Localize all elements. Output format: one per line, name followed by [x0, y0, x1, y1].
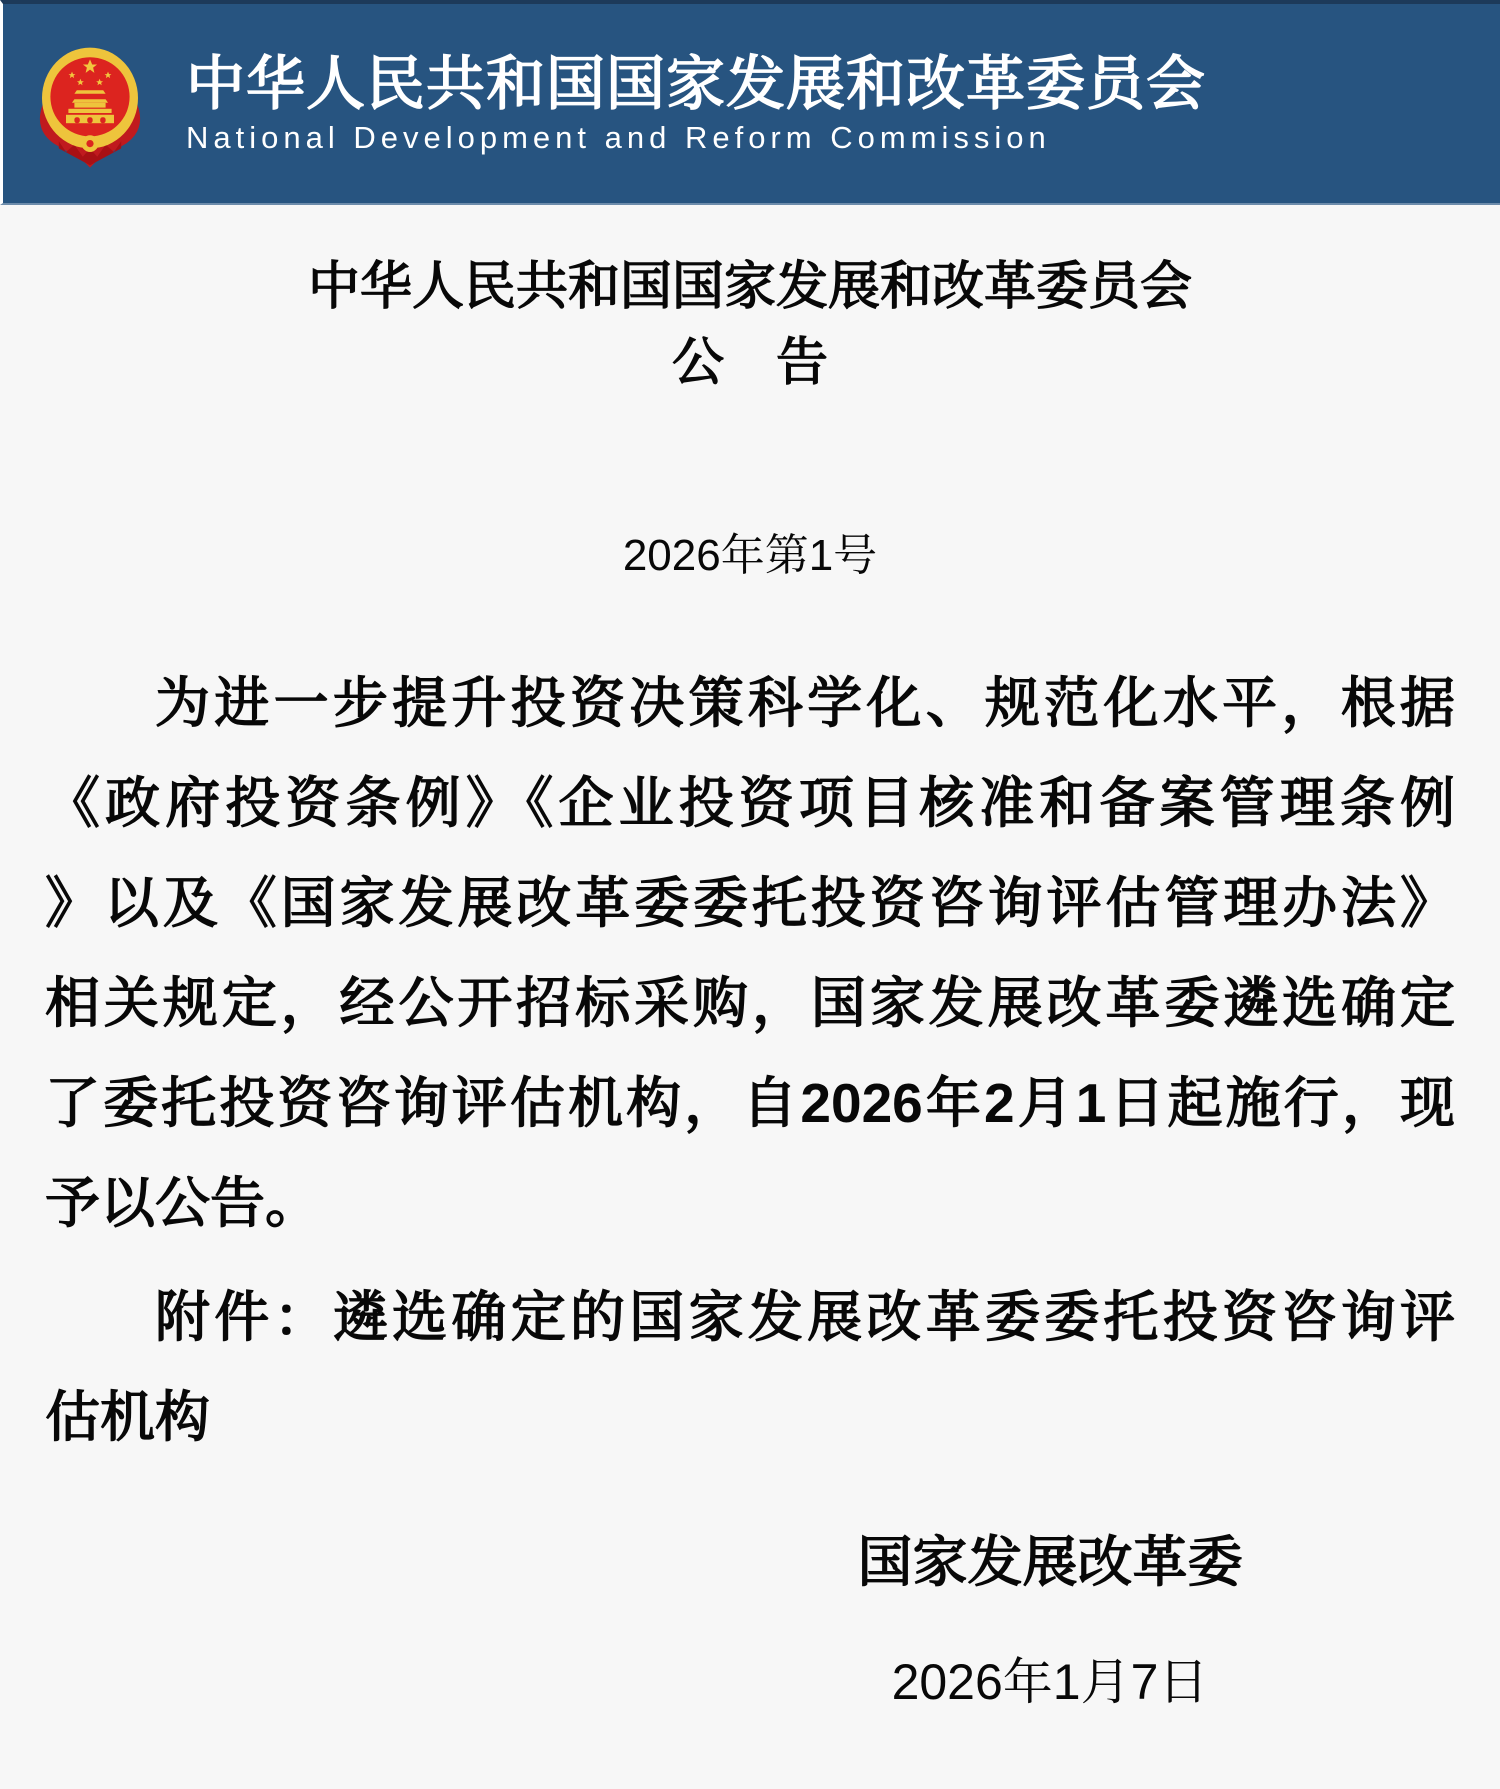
paragraph-line: 为进一步提升投资决策科学化、规范化水平，根据: [155, 672, 1455, 734]
attachment-paragraph: [45, 1267, 1455, 1467]
banner-text-block: [186, 51, 1206, 155]
paragraph-line: 附件：遴选确定的国家发展改革委委托投资咨询评: [155, 1286, 1455, 1348]
paragraph-line: 》以及《国家发展改革委委托投资咨询评估管理办法》: [45, 872, 1455, 934]
header-banner: [0, 0, 1500, 205]
issue-number: 2026年第1号: [622, 531, 878, 580]
paragraph-line: 予以公告。: [45, 1172, 321, 1234]
banner-title-english: National Development and Reform Commission: [186, 119, 1051, 155]
paragraph-line: 估机构: [45, 1386, 211, 1448]
document-title-line1: 中华人民共和国国家发展和改革委员会: [307, 258, 1192, 316]
announcement-document: [0, 249, 1500, 1717]
issue-date: 2026年1月7日: [891, 1654, 1209, 1710]
issuing-authority: 国家发展改革委: [857, 1531, 1243, 1593]
document-title-line2: 公 告: [671, 334, 828, 392]
body-paragraph-1: [45, 653, 1455, 1253]
signature-block: [600, 1527, 1500, 1717]
document-title: [45, 249, 1455, 401]
national-emblem-icon: [30, 38, 150, 170]
paragraph-line: 了委托投资咨询评估机构，自2026年2月1日起施行，现: [45, 1072, 1455, 1134]
banner-title-chinese: 中华人民共和国国家发展和改革委员会: [186, 51, 1207, 118]
paragraph-line: 相关规定，经公开招标采购，国家发展改革委遴选确定: [45, 972, 1455, 1034]
paragraph-line: 《政府投资条例》《企业投资项目核准和备案管理条例: [45, 772, 1455, 834]
